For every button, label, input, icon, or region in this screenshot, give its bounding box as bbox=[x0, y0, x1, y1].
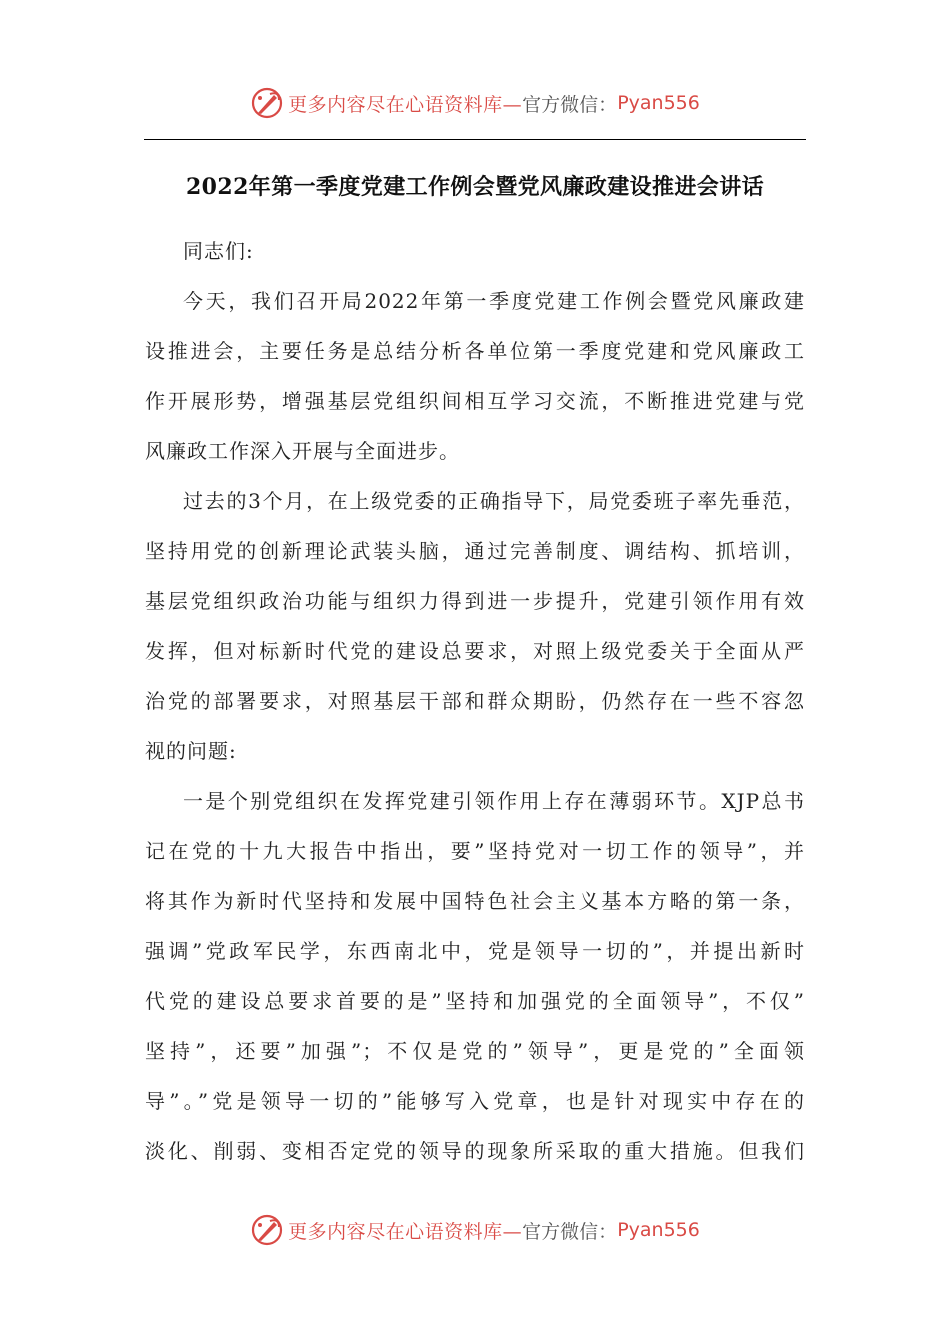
text-line: 坚持用党的创新理论武装头脑，通过完善制度、调结构、抓培训， bbox=[145, 539, 805, 563]
text-line: 基层党组织政治功能与组织力得到进一步提升，党建引领作用有效 bbox=[145, 589, 805, 613]
brand-text: 更多内容尽在心语资料库— bbox=[288, 93, 523, 116]
wechat-label: 官方微信： bbox=[522, 93, 618, 116]
header-divider bbox=[144, 139, 806, 140]
text-line: 淡化、削弱、变相否定党的领导的现象所采取的重大措施。但我们 bbox=[145, 1139, 805, 1163]
text-line: 导”。”党是领导一切的”能够写入党章，也是针对现实中存在的 bbox=[145, 1089, 805, 1113]
text-line: 代党的建设总要求首要的是”坚持和加强党的全面领导”，不仅” bbox=[145, 989, 805, 1013]
wechat-id: Pyan556 bbox=[617, 1219, 700, 1241]
header-banner bbox=[0, 83, 950, 123]
text-line: 坚持”，还要”加强”；不仅是党的”领导”，更是党的”全面领 bbox=[145, 1039, 805, 1063]
text-line: 发挥，但对标新时代党的建设总要求，对照上级党委关于全面从严 bbox=[145, 639, 805, 663]
text-line: 将其作为新时代坚持和发展中国特色社会主义基本方略的第一条， bbox=[145, 889, 805, 913]
text-line: 记在党的十九大报告中指出，要”坚持党对一切工作的领导”，并 bbox=[145, 839, 805, 863]
text-line: 一是个别党组织在发挥党建引领作用上存在薄弱环节。XJP总书 bbox=[183, 789, 805, 813]
footer-banner bbox=[0, 1210, 950, 1250]
text-line: 今天，我们召开局2022年第一季度党建工作例会暨党风廉政建 bbox=[183, 289, 805, 313]
quill-logo-icon bbox=[250, 1213, 284, 1247]
wechat-label: 官方微信： bbox=[522, 1220, 618, 1243]
text-line: 作开展形势，增强基层党组织间相互学习交流，不断推进党建与党 bbox=[145, 389, 805, 413]
document-body bbox=[145, 226, 805, 1176]
text-line: 设推进会，主要任务是总结分析各单位第一季度党建和党风廉政工 bbox=[145, 339, 805, 363]
text-line: 过去的3个月，在上级党委的正确指导下，局党委班子率先垂范， bbox=[183, 489, 805, 513]
text-line: 强调”党政军民学，东西南北中，党是领导一切的”，并提出新时 bbox=[145, 939, 805, 963]
document-title: 2022年第一季度党建工作例会暨党风廉政建设推进会讲话 bbox=[185, 174, 765, 200]
text-line: 风廉政工作深入开展与全面进步。 bbox=[145, 439, 460, 463]
text-line: 视的问题: bbox=[145, 739, 237, 763]
quill-logo-icon bbox=[250, 86, 284, 120]
wechat-id: Pyan556 bbox=[617, 92, 700, 114]
text-line: 治党的部署要求，对照基层干部和群众期盼，仍然存在一些不容忽 bbox=[145, 689, 805, 713]
salutation: 同志们: bbox=[183, 239, 254, 263]
brand-text: 更多内容尽在心语资料库— bbox=[288, 1220, 523, 1243]
